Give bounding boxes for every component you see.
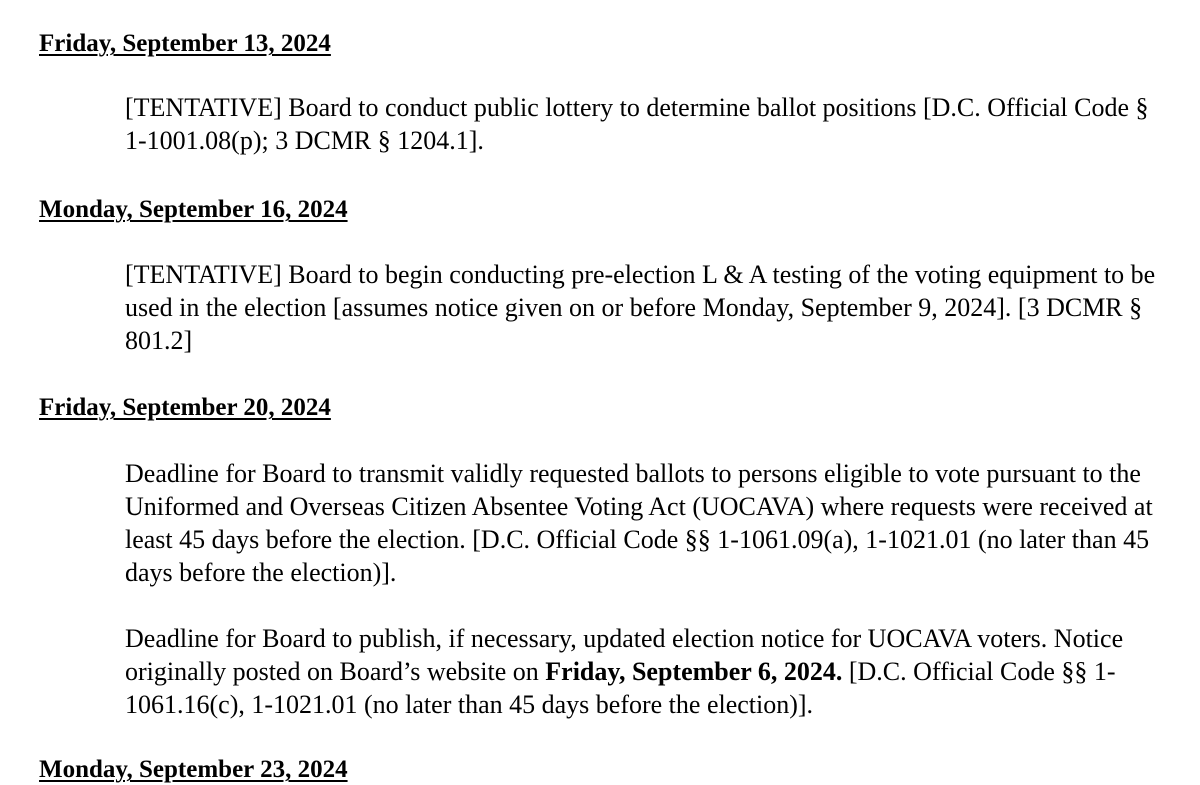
date-heading-sep-13: Friday, September 13, 2024	[39, 30, 331, 57]
notice-text-before: Deadline for Board to publish, if necessary, updated election notice for UOCAVA voters. Notice originally posted on Board’s website on	[125, 624, 1124, 686]
date-heading-sep-20: Friday, September 20, 2024	[39, 394, 331, 421]
entry-uocava-ballots: Deadline for Board to transmit validly requested ballots to persons eligible to vote pursuant to the Uniformed and Overseas Citizen Absentee Voting Act (UOCAVA) where requests were received at least 45 days before the election. [D.C. Official Code §§ 1-1061.09(a), 1-1021.01 (no later than 45 days before the election)].	[125, 459, 1153, 587]
date-heading-sep-23: Monday, September 23, 2024	[39, 756, 348, 783]
notice-text-after: [D.C. Official Code §§ 1-1061.16(c), 1-1021.01 (no later than 45 days before the election)].	[125, 657, 1116, 719]
entry-uocava-notice	[125, 622, 1175, 721]
date-heading-sep-16: Monday, September 16, 2024	[39, 196, 348, 223]
notice-bold-date: Friday, September 6, 2024.	[545, 657, 843, 686]
entry-public-lottery: [TENTATIVE] Board to conduct public lottery to determine ballot positions [D.C. Official Code § 1-1001.08(p); 3 DCMR § 1204.1].	[125, 93, 1149, 155]
entry-la-testing: [TENTATIVE] Board to begin conducting pre-election L & A testing of the voting equipment to be used in the election [assumes notice given on or before Monday, September 9, 2024]. [3 DCMR § 801.2]	[125, 260, 1156, 355]
